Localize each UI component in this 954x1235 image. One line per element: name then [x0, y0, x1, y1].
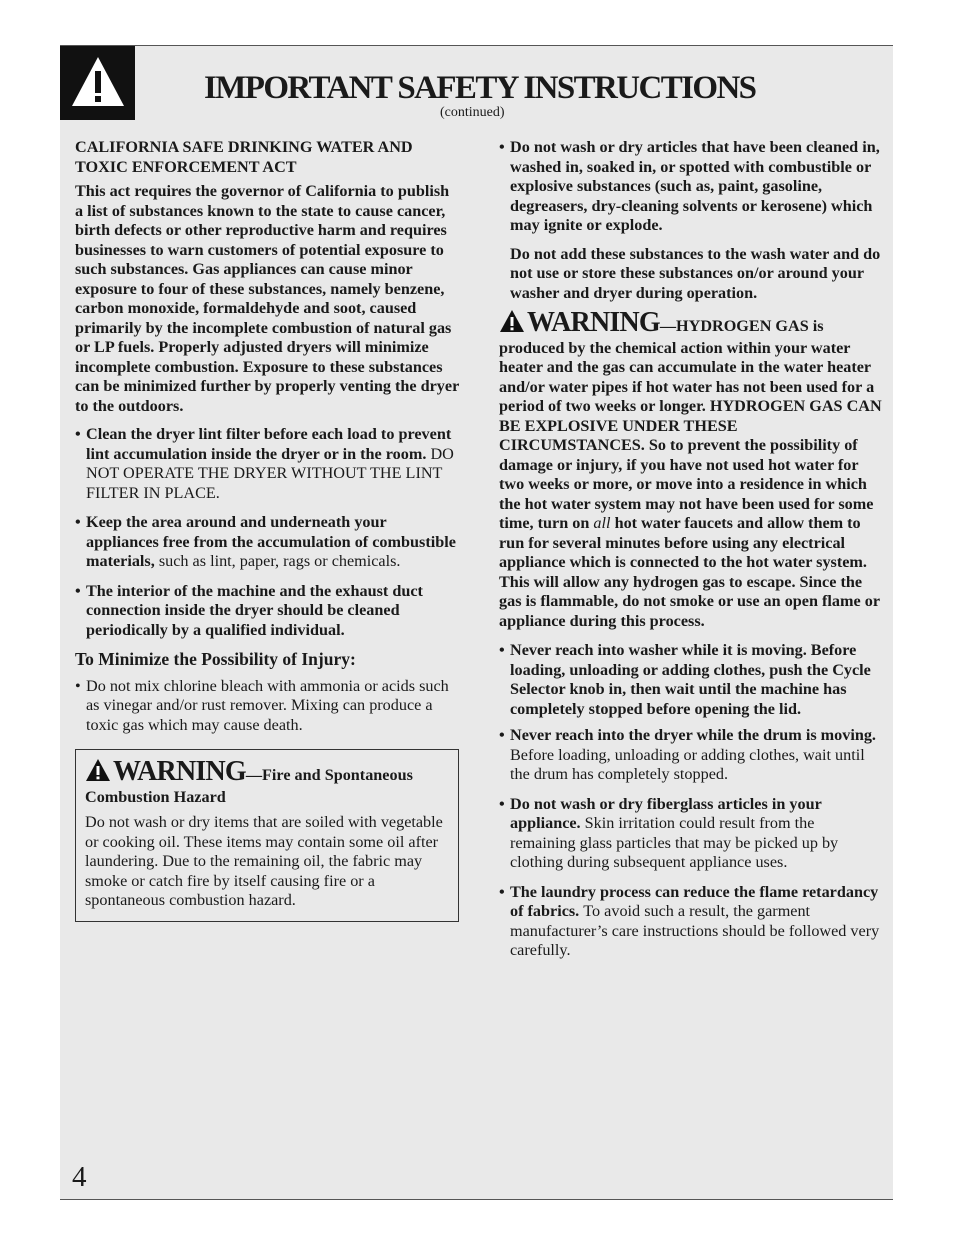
warning-word: WARNING: [113, 756, 246, 787]
bullet-combustible-materials: • Keep the area around and underneath your appliances free from the accumulation of combustible materials, such as lint, paper, rags or chemicals.: [75, 513, 456, 570]
page-number: 4: [72, 1161, 87, 1193]
bullet-marker: •: [499, 641, 505, 659]
left-column: [75, 138, 459, 922]
prop65-body: This act requires the governor of California to publish a list of substances known to the state to cause cancer, birth defects or other reproductive harm and requires businesses to warn customers of potential exposure to such substances. Gas appliances can cause minor exposure to four of these substances, namely benzene, carbon monoxide, formaldehyde and soot, caused primarily by the incomplete combustion of natural gas or LP fuels. Properly adjusted dryers will minimize incomplete combustion. Exposure to these substances can be minimized further by properly venting the dryer to the outdoors.: [75, 182, 459, 415]
bullet-lint-filter: • Clean the dryer lint filter before each load to prevent lint accumulation inside the dryer or in the room. DO NOT OPERATE THE DRYER WITHOUT THE LINT FILTER IN PLACE.: [75, 425, 454, 502]
hydrogen-warning-body-continued: hot water faucets and allow them to run for several minutes before using any electrical appliance which is connected to the hot water system. This will allow any hydrogen gas to escape. Since the gas is flammable, do not smoke or use an open flame or appliance during this process.: [499, 514, 880, 630]
bullet-marker: •: [75, 581, 81, 600]
bullet-dryer-drum: • Never reach into the dryer while the drum is moving. Before loading, unloading or adding clothes, wait until the drum has completely stopped.: [499, 726, 876, 783]
page-title: IMPORTANT SAFETY INSTRUCTIONS: [204, 70, 756, 106]
hydrogen-warning-lead: —HYDROGEN GAS is: [659, 317, 824, 335]
bullet-marker: •: [75, 513, 81, 531]
fire-warning-heading: [85, 758, 449, 807]
exclamation-triangle-icon: [70, 55, 126, 109]
bullet-fiberglass: • Do not wash or dry fiberglass articles in your appliance. Skin irritation could result from the remaining glass particles that may be picked up by clothing during subsequent appliance uses.: [499, 794, 839, 871]
bullet-combustible-articles: • Do not wash or dry articles that have been cleaned in, washed in, soaked in, or spotted with combustible or explosive substances (such as, paint, gasoline, degreasers, dry-cleaning solvents or kerosene) which may ignite or explode.: [499, 138, 880, 234]
hydrogen-warning: [499, 309, 884, 631]
substances-paragraph: Do not add these substances to the wash water and do not use or store these substances on/or around your washer and dryer during operation.: [510, 244, 881, 302]
safety-alert-block: [60, 46, 135, 120]
bullet-exhaust-duct: • The interior of the machine and the exhaust duct connection inside the dryer should be cleaned periodically by a qualified individual.: [75, 581, 423, 639]
fire-warning-box: [75, 749, 459, 922]
right-column: [499, 138, 884, 971]
warning-triangle-icon: [85, 758, 111, 788]
bullet-marker: •: [75, 425, 81, 443]
minimize-injury-heading: To Minimize the Possibility of Injury:: [75, 649, 356, 669]
warning-word: WARNING: [527, 307, 660, 338]
fire-warning-subtitle: —Fire and Spontaneous Combustion Hazard: [85, 766, 413, 806]
manual-page: [60, 45, 893, 1200]
bullet-marker: •: [499, 726, 505, 744]
bullet-flame-retardancy: • The laundry process can reduce the flame retardancy of fabrics. To avoid such a result, the garment manufacturer’s care instructions should be followed very carefully.: [499, 882, 880, 959]
hydrogen-warning-emphasis: all: [593, 514, 611, 532]
hydrogen-warning-body: produced by the chemical action within your water heater and the gas can accumulate in the water heater and/or water pipes if hot water has not been used for a period of two weeks or longer. HYDROGEN GAS CAN BE EXPLOSIVE UNDER THESE CIRCUMSTANCES. So to prevent the possibility of damage or injury, if you have not used hot water for two weeks or more, or move into a residence in which the hot water system may not have been used for some time, turn on: [499, 338, 882, 532]
bullet-marker: •: [499, 794, 505, 813]
bullet-marker: •: [499, 882, 505, 901]
warning-triangle-icon: [499, 309, 525, 339]
bullet-chlorine-bleach: • Do not mix chlorine bleach with ammonia or acids such as vinegar and/or rust remover. Mixing can produce a toxic gas which may cause death.: [75, 676, 449, 734]
prop65-heading: CALIFORNIA SAFE DRINKING WATER AND TOXIC ENFORCEMENT ACT: [75, 138, 413, 176]
fire-warning-body: Do not wash or dry items that are soiled with vegetable or cooking oil. These items may contain some oil after laundering. Due to the remaining oil, the fabric may smoke or catch fire by itself causing fire or a spontaneous combustion hazard.: [85, 813, 443, 909]
bullet-washer-moving: • Never reach into washer while it is moving. Before loading, unloading or adding clothes, push the Cycle Selector knob in, then wait until the machine has completely stopped before opening the lid.: [499, 641, 871, 718]
bullet-marker: •: [499, 138, 505, 156]
bullet-marker: •: [75, 676, 81, 695]
page-subtitle: (continued): [440, 105, 505, 120]
